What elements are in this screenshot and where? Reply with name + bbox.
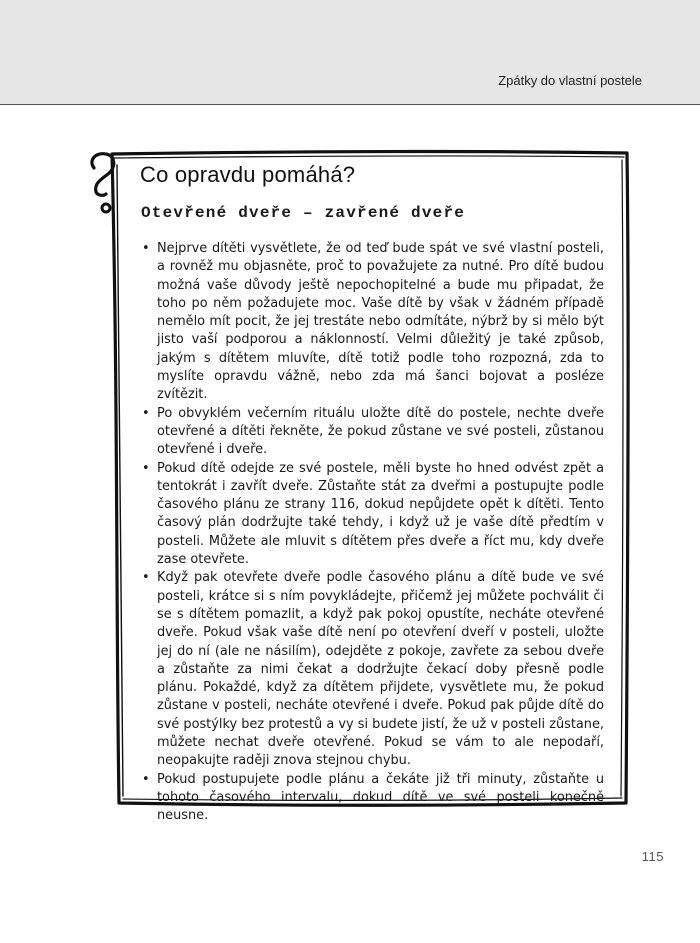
list-item-text: Nejprve dítěti vysvětlete, že od teď bude spát ve své vlastní posteli, a rovněž mu objasněte, proč to považujete za nutné. Pro dítě budou možná vaše důvody ještě nepochopitelné a bude mu připadat, že toho po něm požadujete moc. Vaše dítě by však v žádném případě nemělo mít pocit, že jej trestáte nebo odmítáte, nýbrž by si mělo být jisto vaší podporou a náklonností. Velmi důležitý je také způsob, jakým s dítětem mluvíte, dítě totiž podle toho rozpozná, zda to myslíte opravdu vážně, nebo zda má šanci bojovat a posléze zvítězit. xyxy=(157,241,604,403)
list-item-text: Pokud postupujete podle plánu a čekáte již tři minuty, zůstaňte u tohoto časového intervalu, dokud dítě ve své posteli konečně neusne. xyxy=(157,771,604,824)
list-item-text: Pokud dítě odejde ze své postele, měli byste ho hned odvést zpět a tentokrát i zavřít dveře. Zůstaňte stát za dveřmi a postupujte podle časového plánu ze strany 116, dokud nepůjdete opět k dítěti. Tento časový plán dodržujte také tehdy, i když už je vaše dítě předtím v posteli. Můžete ale mluvit s dítětem přes dveře a říct mu, kdy dveře zase otevřete. xyxy=(157,460,604,568)
box-title: Co opravdu pomáhá? xyxy=(140,162,356,187)
bullet-list xyxy=(141,240,604,826)
bullet-icon: • xyxy=(142,771,150,787)
list-item-text: Když pak otevřete dveře podle časového plánu a dítě bude ve své posteli, krátce si s ním povykládejte, přičemž jej můžete pochválit či se s dítětem pomazlit, a když pak pokoj opustíte, necháte otevřené dveře. Pokud však vaše dítě není po otevření dveří v posteli, uložte jej do ní (ale ne násilím), odejděte z pokoje, zavřete za sebou dveře a zůstaňte za nimi čekat a dodržujte čekací doby přesně podle plánu. Pokaždé, když za dítětem přijdete, vysvětlete mu, že pokud zůstane v posteli, necháte otevřené i dveře. Pokud pak půjde dítě do své postýlky bez protestů a vy si budete jistí, že už v posteli zůstane, můžete nechat dveře otevřené. Pokud se vám to ale nepodaří, neopakujte raději znova stejnou chybu. xyxy=(157,570,604,769)
list-item xyxy=(141,405,604,460)
running-head-title: Zpátky do vlastní postele xyxy=(498,73,642,88)
list-item xyxy=(141,569,604,770)
list-item xyxy=(141,460,604,570)
bullet-icon: • xyxy=(142,570,150,586)
header-band xyxy=(0,0,700,105)
section-title: Otevřené dveře – zavřené dveře xyxy=(141,204,466,222)
bullet-icon: • xyxy=(142,241,150,256)
list-item xyxy=(141,771,604,826)
bullet-icon: • xyxy=(142,405,150,421)
list-item-text: Po obvyklém večerním rituálu uložte dítě do postele, nechte dveře otevřené a dítěti řekněte, že pokud zůstane ve své posteli, zůstanou otevřené i dveře. xyxy=(157,405,604,458)
page-number: 115 xyxy=(641,849,664,864)
question-mark-icon xyxy=(82,150,122,220)
list-item xyxy=(141,240,604,405)
bullet-icon: • xyxy=(142,460,150,476)
